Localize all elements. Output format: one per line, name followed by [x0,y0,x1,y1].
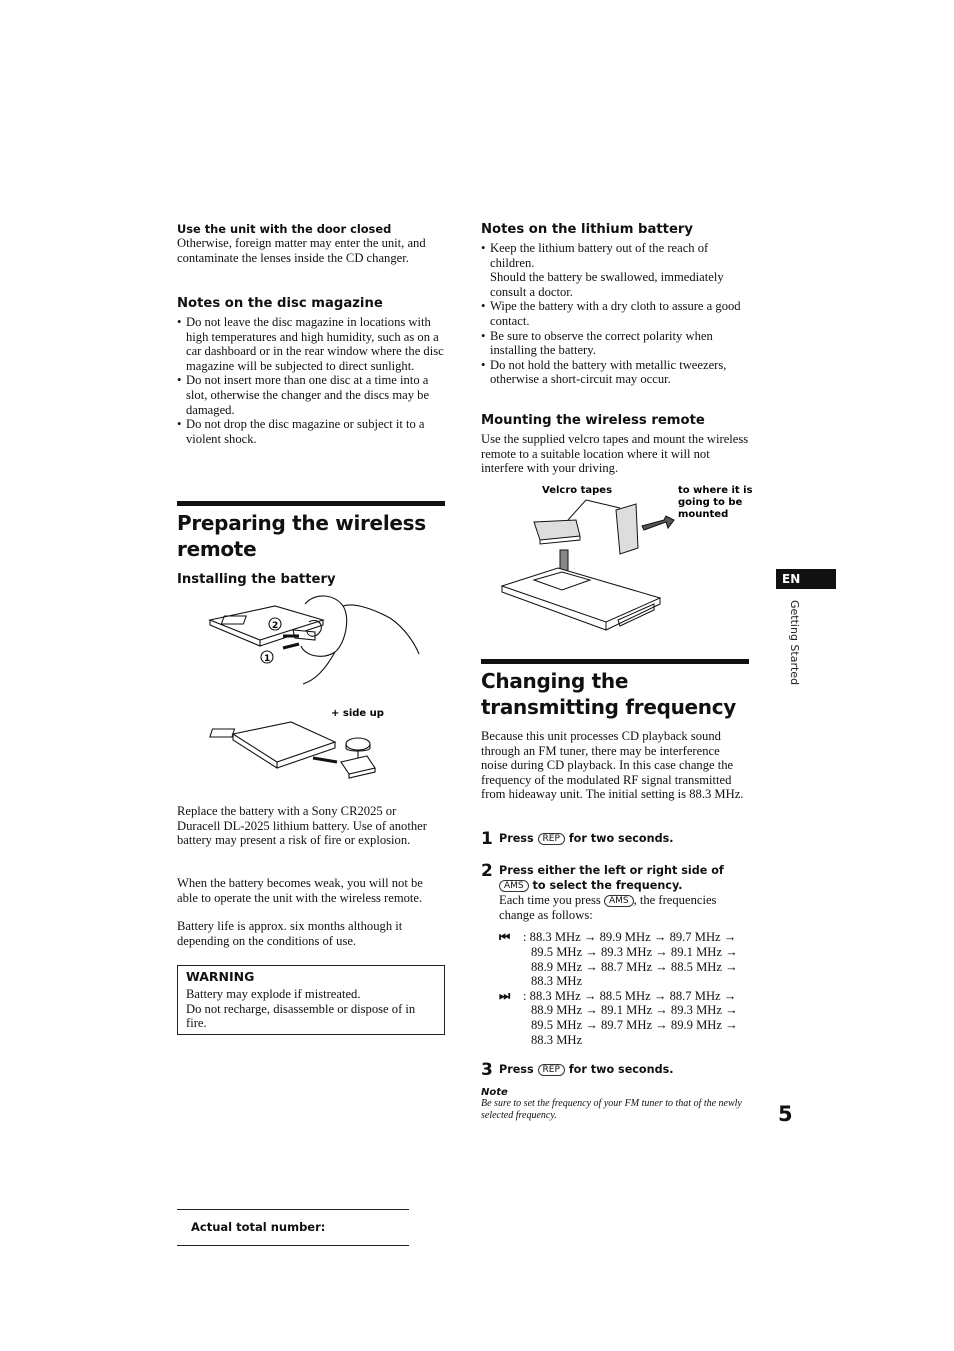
magazine-heading: Notes on the disc magazine [177,296,383,311]
mount-section [481,413,751,476]
freq-prev-seq: : 88.3 MHz → 89.9 MHz → 89.7 MHz → 89.5 MHz → 89.3 MHz → 89.1 MHz → 88.9 MHz → 88.7 MHz → 88.5 MHz → 88.3 MHz [523,930,738,989]
section-title-frequency: Changing the transmitting frequency [481,669,737,719]
battery-install-figure [205,592,425,792]
footer-label: Actual total number: [191,1220,326,1234]
step-detail: Each time you press AMS , the frequencies change as follows: [499,893,717,922]
freq-prev-row [499,930,751,988]
door-text: Otherwise, foreign matter may enter the unit, and contaminate the lenses inside the CD changer. [177,236,426,265]
step-text: Press either the left or right side of AMS to select the frequency. [499,864,724,892]
ams-key: AMS [604,895,634,907]
side-up-label: + side up [331,708,384,719]
rep-key: REP [538,1064,565,1076]
door-section [177,222,447,265]
warning-line2: Do not recharge, disassemble or dispose of in fire. [186,1001,416,1031]
lithium-section [481,222,751,387]
note-text: Be sure to set the frequency of your FM tuner to that of the newly selected frequency. [481,1098,742,1121]
next-track-icon: ⏭ [499,987,511,1003]
magazine-section [177,296,447,446]
page-number: 5 [778,1102,793,1126]
lithium-list [481,241,751,387]
previous-track-icon: ⏮ [499,929,511,945]
list-item: • Be sure to observe the correct polarity when installing the battery. [481,329,751,358]
list-item: • Keep the lithium battery out of the reach of children. Should the battery be swallowed, immediately consult a doctor. [481,241,751,299]
note-heading: Note [481,1087,508,1098]
step-1 [481,829,751,849]
mount-text: Use the supplied velcro tapes and mount the wireless remote to a suitable location where it will not interfere with your driving. [481,432,749,476]
list-item: • Do not hold the battery with metallic tweezers, otherwise a short-circuit may occur. [481,358,751,387]
rep-key: REP [538,833,565,845]
lithium-heading: Notes on the lithium battery [481,222,694,237]
door-heading: Use the unit with the door closed [177,222,392,236]
language-tab: EN [776,569,836,589]
weak-text: When the battery becomes weak, you will not be able to operate the unit with the wireless remote. [177,876,423,905]
magazine-list [177,315,447,446]
step-2 [481,861,751,1047]
footer-rule-bottom [177,1245,409,1246]
velcro-label: Velcro tapes [542,485,613,496]
replace-text: Replace the battery with a Sony CR2025 or Duracell DL-2025 lithium battery. Use of another battery may present a risk of fire or explosion. [177,804,427,848]
install-heading: Installing the battery [177,572,336,587]
footer-rule-top [177,1209,409,1210]
freq-sequences [499,930,751,1047]
warning-line1: Battery may explode if mistreated. [186,987,361,1001]
chapter-label: Getting Started [788,600,801,686]
note-section [481,1087,751,1122]
list-item: • Do not leave the disc magazine in locations with high temperatures and high humidity, such as on a car dashboard or in the rear window where the disc magazine will be subjected to direct sunlight. [177,315,447,373]
mount-heading: Mounting the wireless remote [481,413,705,428]
freq-next-seq: : 88.3 MHz → 88.5 MHz → 88.7 MHz → 88.9 MHz → 89.1 MHz → 89.3 MHz → 89.5 MHz → 89.7 MHz → 89.9 MHz → 88.3 MHz [523,988,738,1047]
warning-box [177,965,445,1035]
section-title-wireless: Preparing the wireless remote [177,511,426,561]
list-item: • Wipe the battery with a dry cloth to assure a good contact. [481,299,751,328]
velcro-mount-figure [498,480,753,640]
life-text: Battery life is approx. six months although it depending on the conditions of use. [177,919,403,948]
step-text: Press REP for two seconds. [499,1063,674,1076]
step1-marker: 1 [264,654,271,664]
ams-key: AMS [499,880,529,892]
section-rule [481,659,749,664]
freq-intro: Because this unit processes CD playback sound through an FM tuner, there may be interference noise during CD playback. In this case change the frequency of the modulated RF signal transmitted from hideaway unit. The initial setting is 88.3 MHz. [481,729,744,802]
section-rule [177,501,445,506]
step2-marker: 2 [272,621,279,631]
warning-heading: WARNING [186,969,255,984]
list-item: • Do not insert more than one disc at a time into a slot, otherwise the changer and the discs may be damaged. [177,373,447,417]
step-text: Press REP for two seconds. [499,832,674,845]
freq-next-row [499,989,751,1047]
step-number: 2 [481,861,493,881]
list-item: • Do not drop the disc magazine or subject it to a violent shock. [177,417,447,446]
mount-location-label: to where it is going to be mounted [678,485,753,520]
step-number: 1 [481,829,493,849]
step-number: 3 [481,1060,493,1080]
step-3 [481,1060,751,1080]
